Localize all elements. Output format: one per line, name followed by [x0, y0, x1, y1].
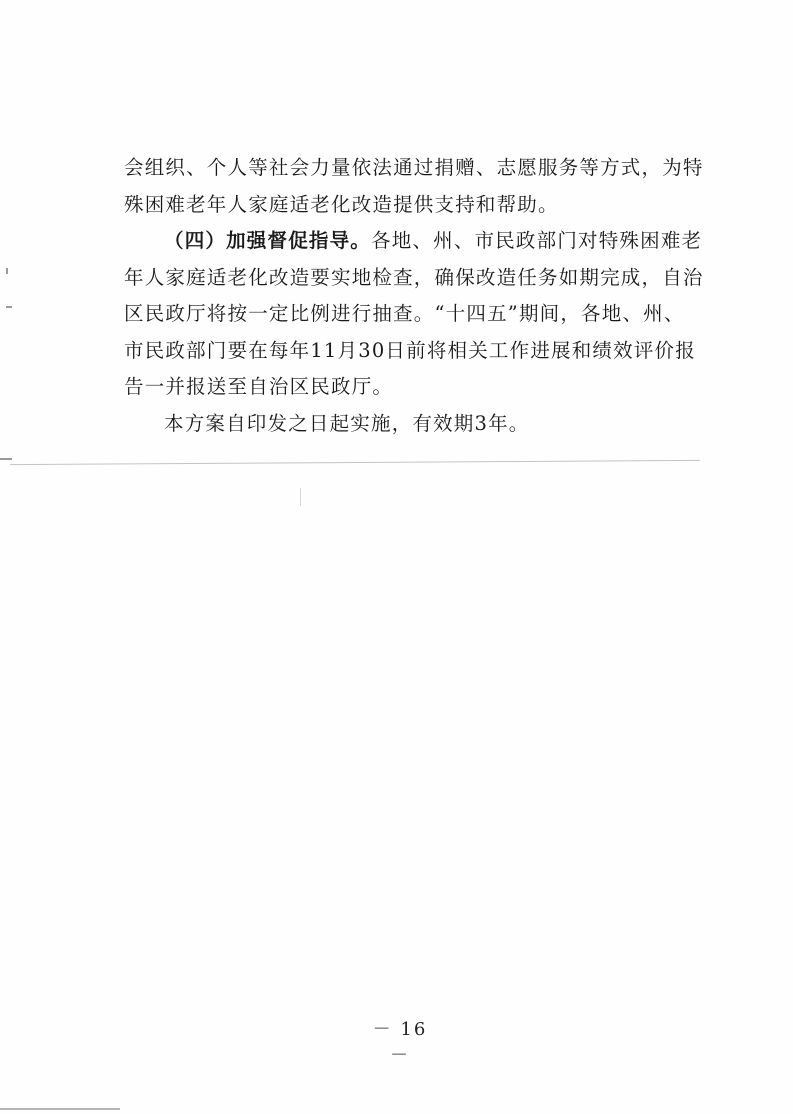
closing-statement: 本方案自印发之日起实施，有效期3年。	[164, 411, 530, 435]
section-4-heading: （四）加强督促指导。	[164, 229, 372, 252]
section-4-first-line	[124, 223, 703, 260]
text-line: 各地、州、市民政部门对特殊困难老	[371, 229, 703, 252]
scan-artifact-line	[10, 460, 700, 465]
text-line: 会组织、个人等社会力量依法通过捐赠、志愿服务等方式，为特	[124, 156, 704, 179]
body-text	[124, 150, 704, 442]
scan-artifact-mark	[300, 488, 301, 506]
text-line: 年人家庭适老化改造要实地检查，确保改造任务如期完成，自治	[124, 265, 704, 289]
scan-artifact-mark	[6, 306, 12, 308]
text-line: 殊困难老年人家庭适老化改造提供支持和帮助。	[124, 192, 559, 216]
page-number: － 16 －	[372, 1019, 428, 1066]
scan-artifact-line	[0, 1108, 120, 1110]
scan-artifact-mark	[0, 458, 12, 460]
text-line: 区民政厅将按一定比例进行抽查。“十四五”期间，各地、州、	[124, 302, 685, 325]
text-line: 告一并报送至自治区民政厅。	[124, 375, 394, 398]
text-line: 市民政部门要在每年11月30日前将相关工作进展和绩效评价报	[124, 338, 696, 362]
scan-artifact-mark	[6, 268, 8, 274]
